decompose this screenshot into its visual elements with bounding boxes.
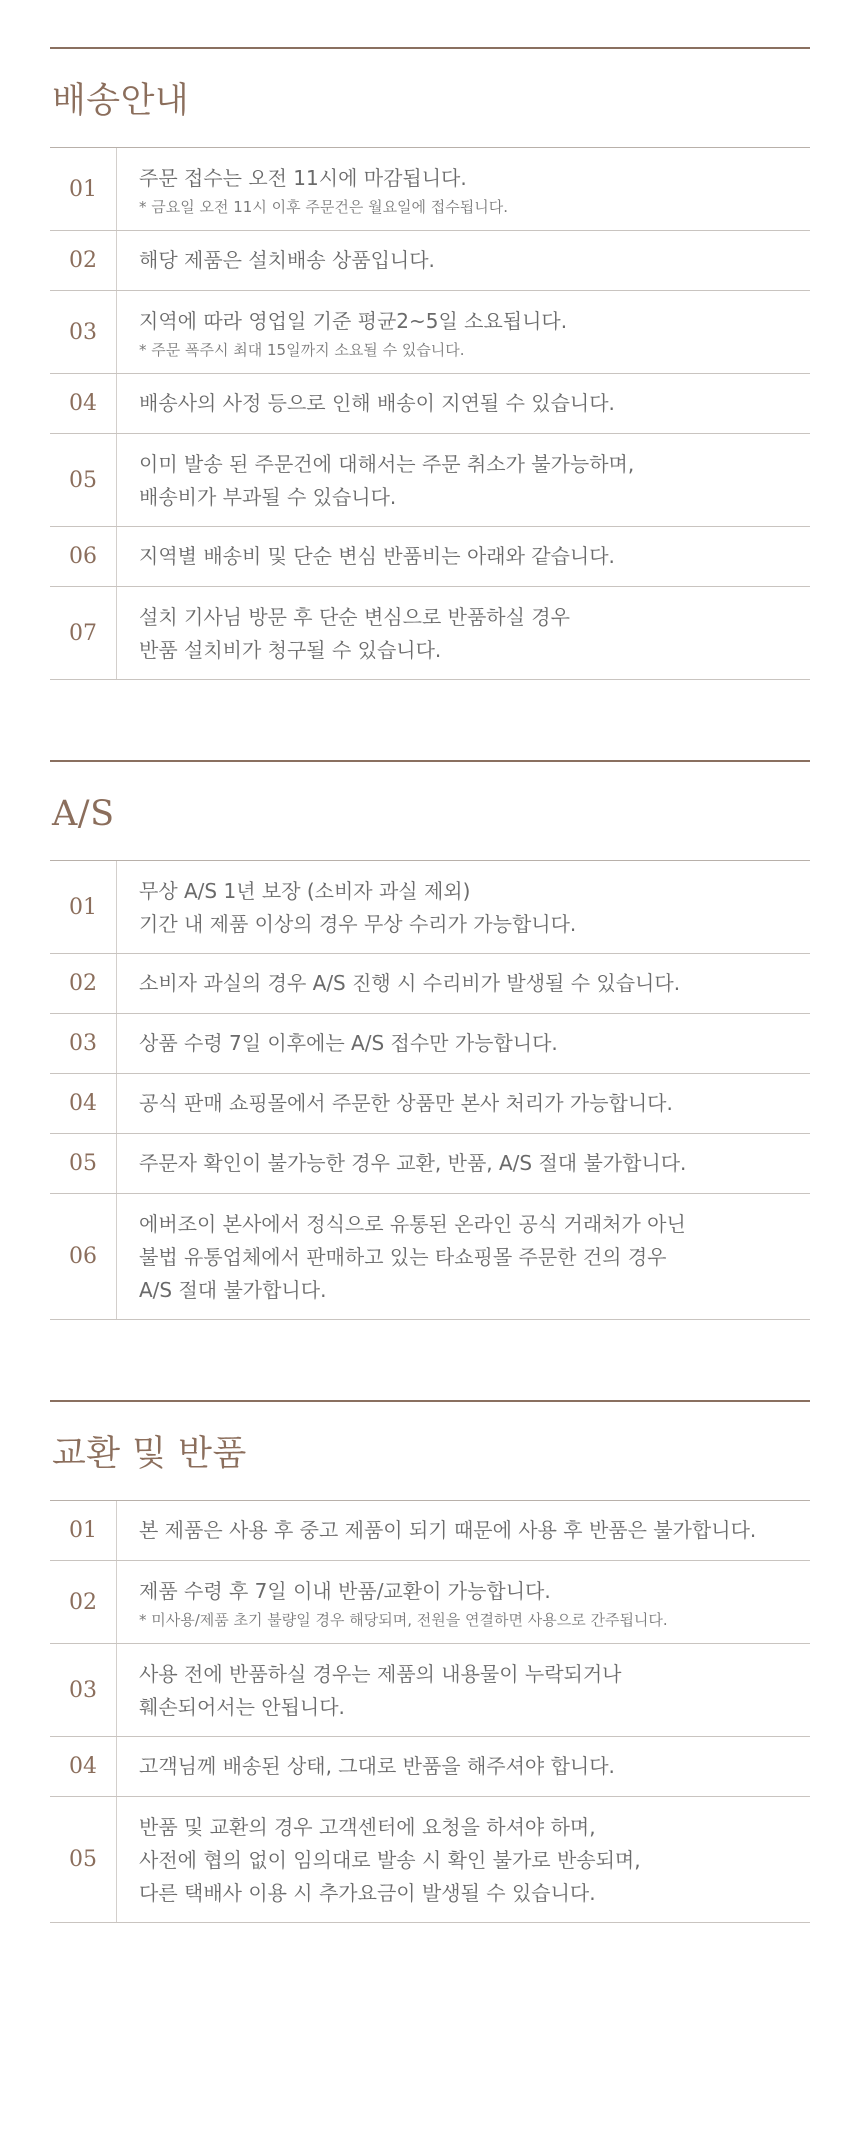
row-text-line: 상품 수령 7일 이후에는 A/S 접수만 가능합니다.	[139, 1031, 558, 1055]
row-text-line: 사전에 협의 없이 임의대로 발송 시 확인 불가로 반송되며,	[139, 1848, 641, 1872]
row-footnote: * 주문 폭주시 최대 15일까지 소요될 수 있습니다.	[139, 341, 465, 359]
row-footnote: * 금요일 오전 11시 이후 주문건은 월요일에 접수됩니다.	[139, 198, 509, 216]
row-content	[117, 374, 810, 433]
info-row	[50, 1737, 810, 1797]
row-text-line: 기간 내 제품 이상의 경우 무상 수리가 가능합니다.	[139, 912, 577, 936]
info-row	[50, 1561, 810, 1644]
row-text-line: 불법 유통업체에서 판매하고 있는 타쇼핑몰 주문한 건의 경우	[139, 1245, 667, 1269]
row-text-line: 설치 기사님 방문 후 단순 변심으로 반품하실 경우	[139, 605, 570, 629]
row-text-line: 지역에 따라 영업일 기준 평균2~5일 소요됩니다.	[139, 309, 568, 333]
row-content	[117, 1074, 810, 1133]
info-row	[50, 1194, 810, 1320]
row-content	[117, 1644, 810, 1736]
row-number: 04	[50, 374, 117, 433]
row-content	[117, 1737, 810, 1796]
row-text-line: 주문 접수는 오전 11시에 마감됩니다.	[139, 166, 467, 190]
info-row	[50, 1501, 810, 1561]
row-content	[117, 148, 810, 230]
row-number: 03	[50, 291, 117, 373]
row-number: 01	[50, 1501, 117, 1560]
row-number: 04	[50, 1737, 117, 1796]
row-text-line: 훼손되어서는 안됩니다.	[139, 1695, 345, 1719]
row-number: 05	[50, 1797, 117, 1922]
info-row	[50, 861, 810, 954]
section-title: 교환 및 반품	[50, 1402, 810, 1501]
info-row	[50, 148, 810, 231]
row-text-line: A/S 절대 불가합니다.	[139, 1278, 327, 1302]
row-content	[117, 291, 810, 373]
info-row	[50, 374, 810, 434]
row-text-line: 사용 전에 반품하실 경우는 제품의 내용물이 누락되거나	[139, 1662, 622, 1686]
row-content	[117, 1134, 810, 1193]
row-text-line: 이미 발송 된 주문건에 대해서는 주문 취소가 불가능하며,	[139, 452, 635, 476]
info-row	[50, 1797, 810, 1923]
info-page	[50, 0, 810, 1923]
info-row	[50, 231, 810, 291]
info-row	[50, 954, 810, 1014]
section-title: 배송안내	[50, 49, 810, 148]
row-text-line: 다른 택배사 이용 시 추가요금이 발생될 수 있습니다.	[139, 1881, 596, 1905]
row-number: 04	[50, 1074, 117, 1133]
exchange-return-section	[50, 1400, 810, 1923]
row-content	[117, 1561, 810, 1643]
row-content	[117, 954, 810, 1013]
row-content	[117, 1014, 810, 1073]
shipping-section	[50, 47, 810, 680]
section-title: A/S	[50, 762, 810, 861]
row-number: 02	[50, 954, 117, 1013]
row-content	[117, 587, 810, 679]
row-text-line: 고객님께 배송된 상태, 그대로 반품을 해주셔야 합니다.	[139, 1754, 615, 1778]
as-section	[50, 760, 810, 1320]
row-number: 06	[50, 1194, 117, 1319]
row-footnote: * 미사용/제품 초기 불량일 경우 해당되며, 전원을 연결하면 사용으로 간주됩니다.	[139, 1611, 668, 1629]
info-row	[50, 1074, 810, 1134]
row-number: 02	[50, 231, 117, 290]
row-content	[117, 231, 810, 290]
row-text-line: 반품 설치비가 청구될 수 있습니다.	[139, 638, 442, 662]
row-number: 02	[50, 1561, 117, 1643]
info-row	[50, 1644, 810, 1737]
row-number: 06	[50, 527, 117, 586]
row-content	[117, 1194, 810, 1319]
row-text-line: 배송비가 부과될 수 있습니다.	[139, 485, 397, 509]
row-text-line: 공식 판매 쇼핑몰에서 주문한 상품만 본사 처리가 가능합니다.	[139, 1091, 673, 1115]
row-text-line: 무상 A/S 1년 보장 (소비자 과실 제외)	[139, 879, 471, 903]
info-row	[50, 1014, 810, 1074]
row-content	[117, 527, 810, 586]
row-content	[117, 1797, 810, 1922]
row-text-line: 에버조이 본사에서 정식으로 유통된 온라인 공식 거래처가 아닌	[139, 1212, 686, 1236]
row-content	[117, 861, 810, 953]
row-number: 03	[50, 1644, 117, 1736]
info-row	[50, 527, 810, 587]
row-text-line: 제품 수령 후 7일 이내 반품/교환이 가능합니다.	[139, 1579, 551, 1603]
info-row	[50, 587, 810, 680]
row-number: 05	[50, 1134, 117, 1193]
row-text-line: 해당 제품은 설치배송 상품입니다.	[139, 248, 435, 272]
row-number: 03	[50, 1014, 117, 1073]
row-content	[117, 434, 810, 526]
row-number: 07	[50, 587, 117, 679]
info-row	[50, 291, 810, 374]
row-text-line: 지역별 배송비 및 단순 변심 반품비는 아래와 같습니다.	[139, 544, 615, 568]
row-number: 01	[50, 861, 117, 953]
row-text-line: 주문자 확인이 불가능한 경우 교환, 반품, A/S 절대 불가합니다.	[139, 1151, 687, 1175]
info-row	[50, 434, 810, 527]
row-text-line: 본 제품은 사용 후 중고 제품이 되기 때문에 사용 후 반품은 불가합니다.	[139, 1518, 757, 1542]
info-row	[50, 1134, 810, 1194]
row-text-line: 소비자 과실의 경우 A/S 진행 시 수리비가 발생될 수 있습니다.	[139, 971, 681, 995]
row-number: 01	[50, 148, 117, 230]
row-text-line: 반품 및 교환의 경우 고객센터에 요청을 하셔야 하며,	[139, 1815, 596, 1839]
row-content	[117, 1501, 810, 1560]
row-text-line: 배송사의 사정 등으로 인해 배송이 지연될 수 있습니다.	[139, 391, 615, 415]
row-number: 05	[50, 434, 117, 526]
